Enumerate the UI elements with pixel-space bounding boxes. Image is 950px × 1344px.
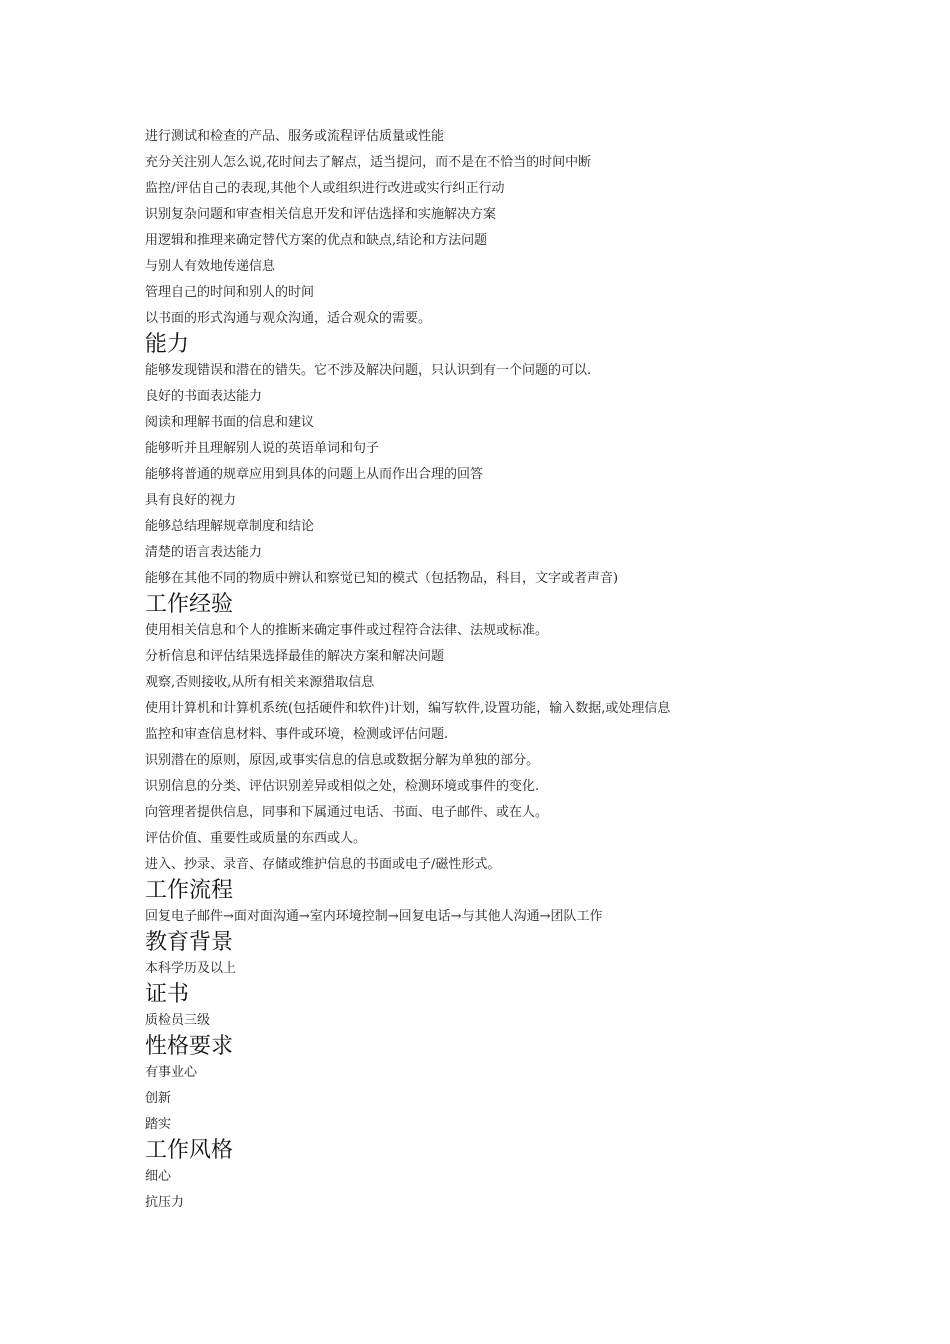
text-line: 充分关注别人怎么说,花时间去了解点，适当提问，而不是在不恰当的时间中断	[145, 155, 592, 170]
section-work-style	[145, 1138, 905, 1216]
text-line: 分析信息和评估结果选择最佳的解决方案和解决问题	[145, 649, 445, 664]
text-line: 具有良好的视力	[145, 493, 237, 508]
text-line: 识别复杂问题和审查相关信息开发和评估选择和实施解决方案	[145, 207, 497, 222]
text-line: 进行测试和检查的产品、服务或流程评估质量或性能	[145, 129, 445, 144]
document-body	[145, 124, 905, 1216]
text-line: 良好的书面表达能力	[145, 389, 263, 404]
text-line: 能够在其他不同的物质中辨认和察觉已知的模式（包括物品，科目，文字或者声音)	[145, 571, 619, 586]
text-line: 识别信息的分类、评估识别差异或相似之处，检测环境或事件的变化.	[145, 779, 540, 794]
section-heading: 性格要求	[145, 1034, 234, 1059]
text-line: 能够总结理解规章制度和结论	[145, 519, 315, 534]
section-heading: 证书	[145, 982, 190, 1007]
text-line: 本科学历及以上	[145, 961, 237, 976]
section-certificate	[145, 982, 905, 1034]
text-line: 有事业心	[145, 1065, 198, 1080]
section-personality	[145, 1034, 905, 1138]
section-workflow	[145, 878, 905, 930]
text-line: 与别人有效地传递信息	[145, 259, 276, 274]
text-line: 细心	[145, 1169, 172, 1184]
section-heading: 工作经验	[145, 592, 234, 617]
text-line: 踏实	[145, 1117, 172, 1132]
text-line: 评估价值、重要性或质量的东西或人。	[145, 831, 367, 846]
text-line: 创新	[145, 1091, 172, 1106]
section-heading: 工作流程	[145, 878, 234, 903]
text-line: 清楚的语言表达能力	[145, 545, 263, 560]
text-line: 用逻辑和推理来确定替代方案的优点和缺点,结论和方法问题	[145, 233, 488, 248]
text-line: 监控和审查信息材料、事件或环境，检测或评估问题.	[145, 727, 449, 742]
text-line: 能够发现错误和潜在的错失。它不涉及解决问题，只认识到有一个问题的可以.	[145, 363, 592, 378]
section-education	[145, 930, 905, 982]
text-line: 使用计算机和计算机系统(包括硬件和软件)计划，编写软件,设置功能，输入数据,或处理信息	[145, 701, 671, 716]
text-line: 监控/评估自己的表现,其他个人或组织进行改进或实行纠正行动	[145, 181, 505, 196]
section-heading: 工作风格	[145, 1138, 234, 1163]
text-line: 阅读和理解书面的信息和建议	[145, 415, 315, 430]
text-line: 能够将普通的规章应用到具体的问题上从而作出合理的回答	[145, 467, 484, 482]
text-line: 能够听并且理解别人说的英语单词和句子	[145, 441, 380, 456]
text-line: 使用相关信息和个人的推断来确定事件或过程符合法律、法规或标准。	[145, 623, 549, 638]
text-line: 管理自己的时间和别人的时间	[145, 285, 315, 300]
text-line: 向管理者提供信息，同事和下属通过电话、书面、电子邮件、或在人。	[145, 805, 549, 820]
text-line: 进入、抄录、录音、存储或维护信息的书面或电子/磁性形式。	[145, 857, 501, 872]
section-ability	[145, 332, 905, 592]
text-line: 以书面的形式沟通与观众沟通，适合观众的需要。	[145, 311, 432, 326]
section-heading: 能力	[145, 332, 190, 357]
text-line: 识别潜在的原则，原因,或事实信息的信息或数据分解为单独的部分。	[145, 753, 540, 768]
text-line: 回复电子邮件→面对面沟通→室内环境控制→回复电话→与其他人沟通→团队工作	[145, 909, 603, 924]
section-heading: 教育背景	[145, 930, 234, 955]
text-line: 质检员三级	[145, 1013, 211, 1028]
text-line: 观察,否则接收,从所有相关来源猎取信息	[145, 675, 375, 690]
text-line: 抗压力	[145, 1195, 185, 1210]
section-work-experience	[145, 592, 905, 878]
intro-block	[145, 124, 905, 332]
